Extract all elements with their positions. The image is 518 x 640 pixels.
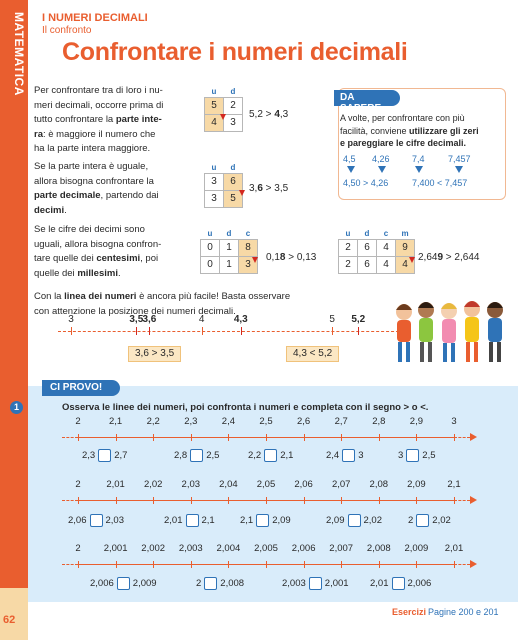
exercise-tick-label: 2,01 [444, 543, 464, 554]
number-line-tick [136, 327, 137, 335]
arrow-right-icon [470, 433, 477, 441]
comparison-right-value: 2,1 [280, 450, 294, 462]
comparison-item [68, 514, 124, 527]
page-number: 62 [3, 614, 16, 626]
comparison-item [326, 514, 382, 527]
compare-arrow-icon [409, 257, 415, 263]
exercise-line-dash [62, 437, 78, 438]
answer-box[interactable] [117, 577, 130, 590]
tip-text: A volte, per confrontare con più facilità, conviene utilizzare gli zeri e pareggiare le cifre decimali. [340, 113, 479, 148]
comparison-left-value: 2,2 [248, 450, 262, 462]
exercise-tick [266, 497, 267, 504]
exercise-tick-label: 2,01 [106, 479, 125, 490]
exercise-tick-label: 2,002 [141, 543, 166, 554]
number-line-tick [332, 327, 333, 335]
exercise-line-dash [454, 564, 470, 565]
place-value-table-4: u d c m 2 6 4 9 2 6 4 4 [338, 228, 415, 274]
answer-box[interactable] [98, 449, 111, 462]
exercise-tag: CI PROVO! [42, 380, 120, 396]
exercise-line-dash [454, 500, 470, 501]
exercise-tick [153, 497, 154, 504]
exercise-tick [416, 497, 417, 504]
exercise-tick-label: 2,8 [372, 416, 386, 427]
place-value-table-2: u d 3 6 3 5 [204, 162, 243, 208]
comparison-item [248, 449, 293, 462]
section-subtitle: Il confronto [42, 25, 92, 36]
exercise-tick [379, 561, 380, 568]
page-title: Confrontare i numeri decimali [62, 38, 408, 66]
footer-exercises-label: Esercizi [392, 607, 427, 617]
exercise-tick-label: 2,2 [146, 416, 160, 427]
comparison-left-value: 2 [408, 515, 414, 527]
exercise-tick [454, 497, 455, 504]
tip-value: 4,26 [372, 154, 390, 164]
exercise-tick [116, 561, 117, 568]
exercise-tick-label: 2,03 [181, 479, 201, 490]
paragraph-integer-part: Per confrontare tra di loro i nu- meri decimali, occorre prima di tutto confrontare la parte inte- ra: è maggiore il numero che ha la parte intera maggiore. [34, 85, 164, 154]
comparison-left-value: 2,1 [240, 515, 254, 527]
comparison-right-value: 2,02 [363, 515, 382, 527]
exercise-tick [191, 434, 192, 441]
exercise-tick [78, 561, 79, 568]
comparison-left-value: 2,09 [326, 515, 345, 527]
comparison-left-value: 2 [196, 578, 202, 590]
paragraph-number-line: Con la linea dei numeri è ancora più facile! Basta osservare con attenzione la posizione dei numeri decimali. [34, 291, 291, 317]
paragraph-decimal-part: Se la parte intera è uguale, allora bisogna confrontare la parte decimale, partendo dai decimi. [34, 161, 159, 216]
exercise-tick-label: 2,5 [259, 416, 273, 427]
exercise-tick [379, 497, 380, 504]
answer-box[interactable] [416, 514, 429, 527]
comparison-right-value: 2,02 [432, 515, 451, 527]
answer-box[interactable] [348, 514, 361, 527]
number-line-label: 3 [68, 314, 74, 325]
compare-arrow-icon [252, 257, 258, 263]
subject-label: MATEMATICA [12, 12, 26, 96]
comparison-result-3: 0,18 > 0,13 [266, 252, 317, 263]
down-arrow-icon [347, 166, 355, 173]
footer-pages: Pagine 200 e 201 [428, 607, 499, 617]
comparison-item [326, 449, 364, 462]
exercise-tick-label: 2,1 [447, 479, 461, 490]
number-line-tick [149, 327, 150, 335]
comparison-item [196, 577, 244, 590]
exercise-tick [341, 561, 342, 568]
tip-tag: DA SAPERE [334, 90, 400, 106]
exercise-tick [191, 497, 192, 504]
comparison-right-value: 2,1 [201, 515, 215, 527]
exercise-tick-label: 2,009 [404, 543, 429, 554]
comparison-left-value: 3 [398, 450, 404, 462]
comparison-item [164, 514, 215, 527]
number-line-label: 3,5 [129, 314, 144, 325]
answer-box[interactable] [264, 449, 277, 462]
comparison-right-value: 2,03 [105, 515, 124, 527]
exercise-line-dash [454, 437, 470, 438]
exercise-tick [304, 561, 305, 568]
exercise-tick [228, 434, 229, 441]
section-title: I NUMERI DECIMALI [42, 12, 148, 24]
exercise-tick [341, 434, 342, 441]
exercise-tick [153, 434, 154, 441]
comparison-left-value: 2,01 [370, 578, 389, 590]
exercise-tick-label: 2 [75, 479, 81, 490]
comparison-left-value: 2,006 [90, 578, 114, 590]
answer-box[interactable] [90, 514, 103, 527]
comparison-item [282, 577, 349, 590]
exercise-tick-label: 2 [75, 543, 81, 554]
exercise-tick-label: 2,6 [296, 416, 311, 427]
exercise-tick [416, 561, 417, 568]
down-arrow-icon [455, 166, 463, 173]
comparison-right-value: 2,008 [220, 578, 245, 590]
comparison-left-value: 2,06 [68, 515, 87, 527]
exercise-tick-label: 2,004 [216, 543, 241, 554]
exercise-tick [341, 497, 342, 504]
exercise-tick [454, 434, 455, 441]
exercise-tick-label: 2,02 [143, 479, 163, 490]
number-line-dashed [58, 331, 404, 332]
exercise-tick-label: 2,008 [366, 543, 391, 554]
answer-box[interactable] [190, 449, 203, 462]
exercise-tick [116, 434, 117, 441]
exercise-tick-label: 3 [451, 416, 457, 427]
place-value-table-1: u d 5 2 4 3 [204, 86, 243, 132]
tip-comparison: 4,50 > 4,26 [343, 178, 389, 188]
down-arrow-icon [415, 166, 423, 173]
exercise-tick [78, 497, 79, 504]
answer-box[interactable] [256, 514, 269, 527]
exercise-tick [116, 497, 117, 504]
comparison-right-value: 2,009 [132, 578, 157, 590]
exercise-tick-label: 2,9 [409, 416, 423, 427]
answer-box[interactable] [309, 577, 322, 590]
exercise-instruction: Osserva le linee dei numeri, poi confronta i numeri e completa con il segno > o <. [62, 402, 429, 413]
exercise-tick [153, 561, 154, 568]
number-line-label: 3,6 [142, 314, 157, 325]
children-illustration [392, 296, 510, 368]
exercise-tick [304, 434, 305, 441]
tip-value: 4,5 [343, 154, 356, 164]
exercise-tick-label: 2,06 [294, 479, 313, 490]
comparison-item [398, 449, 436, 462]
exercise-tick-label: 2,003 [178, 543, 203, 554]
exercise-tick-label: 2,4 [221, 416, 235, 427]
comparison-left-value: 2,01 [164, 515, 183, 527]
callout-comparison: 4,3 < 5,2 [286, 346, 339, 362]
comparison-item [408, 514, 451, 527]
exercise-line-dash [62, 564, 78, 565]
callout-comparison: 3,6 > 3,5 [128, 346, 181, 362]
exercise-tick [78, 434, 79, 441]
comparison-result-4: 2,649 > 2,644 [418, 252, 480, 263]
number-line-label: 5 [329, 314, 335, 325]
place-value-table-3: u d c 0 1 8 0 1 3 [200, 228, 258, 274]
exercise-tick-label: 2,08 [369, 479, 389, 490]
comparison-left-value: 2,003 [282, 578, 306, 590]
tip-comparison: 7,400 < 7,457 [412, 178, 468, 188]
comparison-item [82, 449, 127, 462]
comparison-right-value: 2,001 [324, 578, 349, 590]
exercise-tick-label: 2,006 [291, 543, 316, 554]
exercise-tick-label: 2,005 [254, 543, 278, 554]
comparison-left-value: 2,8 [174, 450, 188, 462]
answer-box[interactable] [204, 577, 217, 590]
exercise-tick-label: 2,07 [331, 479, 351, 490]
exercise-tick [416, 434, 417, 441]
exercise-tick [266, 561, 267, 568]
exercise-tick [304, 497, 305, 504]
arrow-right-icon [470, 560, 477, 568]
exercise-line-dash [62, 500, 78, 501]
tip-value: 7,4 [412, 154, 425, 164]
exercise-tick-label: 2,04 [219, 479, 238, 490]
paragraph-hundredths: Se le cifre dei decimi sono uguali, allora bisogna confron- tare quelle dei centesimi, poi quelle dei millesimi. [34, 224, 162, 279]
comparison-left-value: 2,3 [82, 450, 96, 462]
exercise-tick [379, 434, 380, 441]
answer-box[interactable] [406, 449, 419, 462]
comparison-right-value: 2,7 [114, 450, 128, 462]
exercise-tick [228, 561, 229, 568]
exercise-number: 1 [10, 401, 23, 414]
exercise-tick-label: 2,007 [329, 543, 354, 554]
comparison-right-value: 2,5 [206, 450, 220, 462]
comparison-item [240, 514, 291, 527]
comparison-left-value: 2,4 [326, 450, 340, 462]
exercise-tick-label: 2,09 [407, 479, 426, 490]
comparison-result-2: 3,6 > 3,5 [249, 183, 289, 194]
down-arrow-icon [378, 166, 386, 173]
answer-box[interactable] [186, 514, 199, 527]
number-line-label: 4 [198, 314, 205, 325]
arrow-right-icon [470, 496, 477, 504]
comparison-right-value: 2,006 [407, 578, 432, 590]
exercise-tick [454, 561, 455, 568]
compare-arrow-icon [239, 190, 245, 196]
answer-box[interactable] [392, 577, 405, 590]
comparison-item [174, 449, 219, 462]
number-line-tick [358, 327, 359, 335]
exercise-tick-label: 2,3 [184, 416, 198, 427]
number-line-tick [202, 327, 203, 335]
exercise-tick-label: 2,1 [108, 416, 123, 427]
exercise-tick [191, 561, 192, 568]
compare-arrow-icon [220, 114, 226, 120]
exercise-tick [266, 434, 267, 441]
number-line-tick [241, 327, 242, 335]
exercise-tick-label: 2,7 [334, 416, 348, 427]
comparison-right-value: 3 [358, 450, 364, 462]
comparison-item [370, 577, 431, 590]
exercise-tick-label: 2,05 [256, 479, 276, 490]
comparison-right-value: 2,5 [422, 450, 436, 462]
exercise-tick-label: 2 [75, 416, 81, 427]
comparison-item [90, 577, 157, 590]
exercise-tick [228, 497, 229, 504]
number-line-tick [71, 327, 72, 335]
exercise-tick-label: 2,001 [103, 543, 128, 554]
comparison-result-1: 5,2 > 4,3 [249, 109, 289, 120]
number-line-label: 5,2 [351, 314, 366, 325]
number-line-label: 4,3 [233, 314, 248, 325]
answer-box[interactable] [342, 449, 355, 462]
comparison-right-value: 2,09 [272, 515, 291, 527]
tip-value: 7,457 [448, 154, 471, 164]
